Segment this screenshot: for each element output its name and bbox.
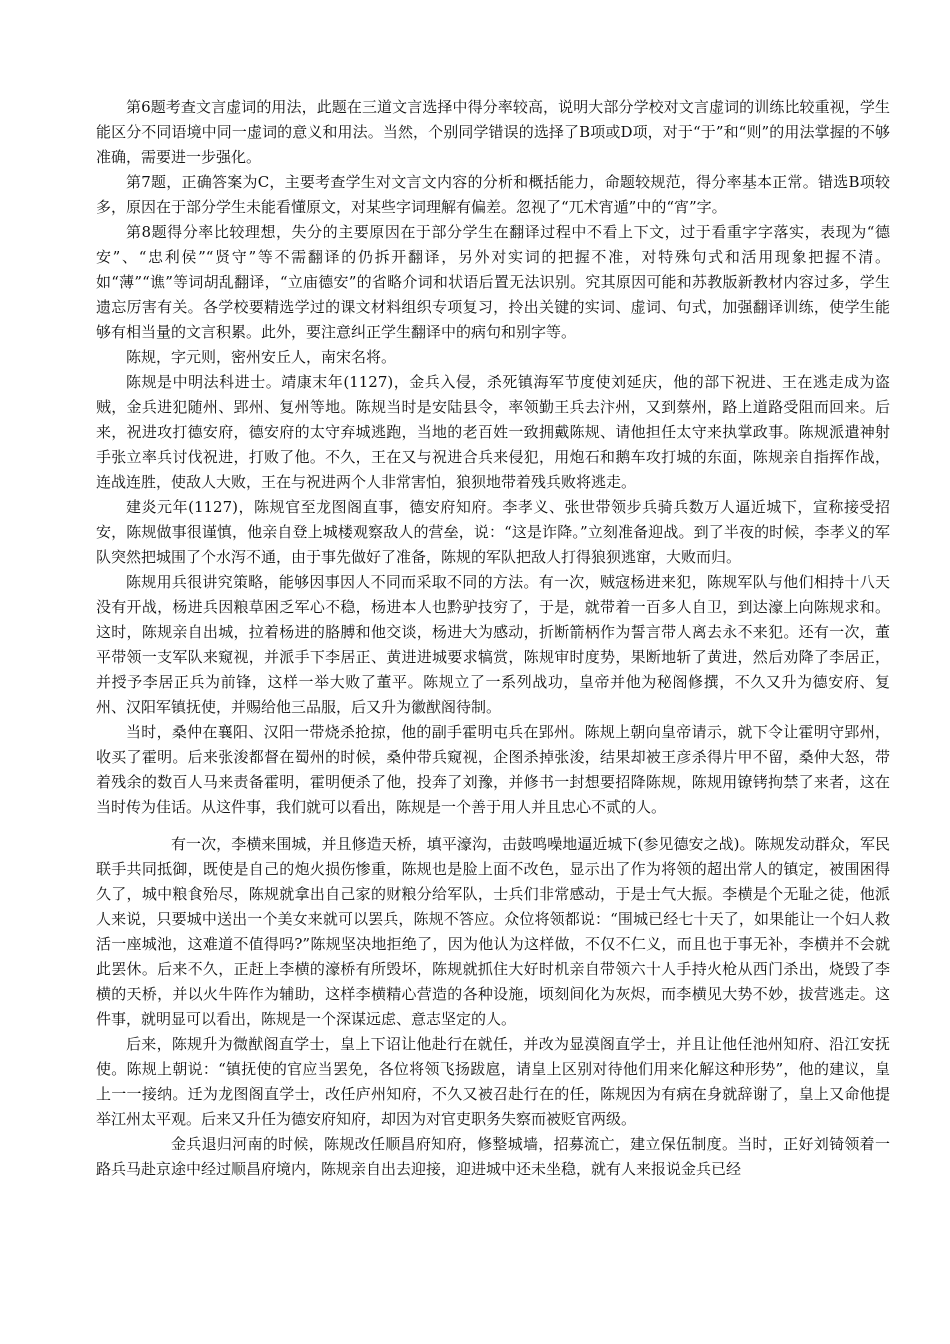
paragraph-jianyan: 建炎元年(1127)，陈规官至龙图阁直事，德安府知府。李孝义、张世带领步兵骑兵数万人逼近城下，宣称接受招安，陈规做事很谨慎，他亲自登上城楼观察敌人的营垒，说：“这是诈降。”立刻准备迎战。到了半夜的时候，李孝义的军队突然把城围了个水泻不通，由于事先做好了准备，陈规的军队把敌人打得狼狈逃窜，大败而归。 xyxy=(96,498,890,566)
paragraph-shunchang: 金兵退归河南的时候，陈规改任顺昌府知府，修整城墙，招募流亡，建立保伍制度。当时，正好刘锜领着一路兵马赴京途中经过顺昌府境内，陈规亲自出去迎接，迎进城中还未坐稳，就有人来报说金兵已经 xyxy=(96,1135,890,1178)
document-body xyxy=(96,95,890,1182)
paragraph-strategy: 陈规用兵很讲究策略，能够因事因人不同而采取不同的方法。有一次，贼寇杨进来犯，陈规军队与他们相持十八天没有开战，杨进兵因粮草困乏军心不稳，杨进本人也黔驴技穷了，于是，就带着一百多人自卫，到达濠上向陈规求和。这时，陈规亲自出城，拉着杨进的胳膊和他交谈，杨进大为感动，折断箭柄作为誓言带人离去永不来犯。还有一次，董平带领一支军队来窥视，并派手下李居正、黄进进城要求犒赏，陈规审时度势，果断地斩了黄进，然后劝降了李居正，并授予李居正兵为前锋，这样一举大败了董平。陈规立了一系列战功，皇帝并他为秘阁修撰，不久又升为德安府、复州、汉阳军镇抚使，并赐给他三品服，后又升为徽猷阁待制。 xyxy=(96,573,890,716)
paragraph-q6-analysis: 第6题考查文言虚词的用法，此题在三道文言选择中得分率较高，说明大部分学校对文言虚词的训练比较重视，学生能区分不同语境中同一虚词的意义和用法。当然，个别同学错误的选择了B项或D项，对于“于”和“则”的用法掌握的不够准确，需要进一步强化。 xyxy=(96,98,890,166)
paragraph-chen-gui-intro: 陈规，字元则，密州安丘人，南宋名将。 xyxy=(126,348,397,366)
paragraph-q7-analysis: 第7题，正确答案为C，主要考查学生对文言文内容的分析和概括能力，命题较规范，得分率基本正常。错选B项较多，原因在于部分学生未能看懂原文，对某些字词理解有偏差。忽视了“兀术宵遁”中的“宵”字。 xyxy=(96,173,890,216)
paragraph-sang-zhong: 当时，桑仲在襄阳、汉阳一带烧杀抢掠，他的副手霍明屯兵在郢州。陈规上朝向皇帝请示，就下令让霍明守郢州，收买了霍明。后来张浚都督在蜀州的时候，桑仲带兵窥视，企图杀掉张浚，结果却被王彦杀得片甲不留，桑仲大怒，带着残余的数百人马来责备霍明，霍明便杀了他，投奔了刘豫，并修书一封想要招降陈规，陈规用镣铐拘禁了来者，这在当时传为佳话。从这件事，我们就可以看出，陈规是一个善于用人并且忠心不贰的人。 xyxy=(96,723,890,816)
paragraph-li-heng-siege: 有一次，李横来围城，并且修造天桥，填平濠沟，击鼓鸣噪地逼近城下(参见德安之战)。陈规发动群众，军民联手共同抵御，既使是自己的炮火损伤惨重，陈规也是脸上面不改色，显示出了作为将领的超出常人的镇定，被围困得久了，城中粮食殆尽，陈规就拿出自己家的财粮分给军队，士兵们非常感动，于是士气大振。李横是个无耻之徒，他派人来说，只要城中送出一个美女来就可以罢兵，陈规不答应。众位将领都说：“围城已经七十天了，如果能让一个妇人救活一座城池，这难道不值得吗?”陈规坚决地拒绝了，因为他认为这样做，不仅不仁义，而且也于事无补，李横并不会就此罢休。后来不久，正赶上李横的濠桥有所毁坏，陈规就抓住大好时机亲自带领六十人手持火枪从西门杀出，烧毁了李横的天桥，并以火牛阵作为辅助，这样李横精心营造的各种设施，顷刻间化为灰烬，而李横见大势不妙，拔营逃走。这件事，就明显可以看出，陈规是一个深谋远虑、意志坚定的人。 xyxy=(96,835,890,1028)
paragraph-later-career: 后来，陈规升为微猷阁直学士，皇上下诏让他赴行在就任，并改为显漠阁直学士，并且让他任池州知府、沿江安抚使。陈规上朝说：“镇抚使的官应当罢免，各位将领飞扬跋扈，请皇上区别对待他们用来化解这种形势”，他的建议，皇上一一接纳。迁为龙图阁直学士，改任庐州知府，不久又被召赴行在的任，陈规因为有病在身就辞谢了，皇上又命他提举江州太平观。后来又升任为德安府知府，却因为对官吏职务失察而被贬官两级。 xyxy=(96,1035,890,1128)
paragraph-jingkang: 陈规是中明法科进士。靖康末年(1127)，金兵入侵，杀死镇海军节度使刘延庆，他的部下祝进、王在逃走成为盗贼，金兵进犯随州、郢州、复州等地。陈规当时是安陆县令，率领勤王兵去汴州，又到蔡州，路上道路受阻而回来。后来，祝进攻打德安府，德安府的太守弃城逃跑，当地的老百姓一致拥戴陈规、请他担任太守来执掌政事。陈规派遣神射手张立率兵讨伐祝进，打败了他。不久，王在又与祝进合兵来侵犯，用炮石和鹅车攻打城的东面，陈规亲自指挥作战，连战连胜，使敌人大败，王在与祝进两个人非常害怕，狼狈地带着残兵败将逃走。 xyxy=(96,373,890,491)
paragraph-q8-analysis: 第8题得分率比较理想，失分的主要原因在于部分学生在翻译过程中不看上下文，过于看重字字落实，表现为“德安”、“忠利侯”“贤守”等不需翻译的仍拆开翻译，另外对实词的把握不准，对特殊句式和活用现象把握不清。如“薄”“谯”等词胡乱翻译，“立庙德安”的省略介词和状语后置无法识别。究其原因可能和苏教版新教材内容过多，学生遗忘厉害有关。各学校要精选学过的课文材料组织专项复习，拎出关键的实词、虚词、句式，加强翻译训练，使学生能够有相当量的文言积累。此外，要注意纠正学生翻译中的病句和别字等。 xyxy=(96,223,890,341)
